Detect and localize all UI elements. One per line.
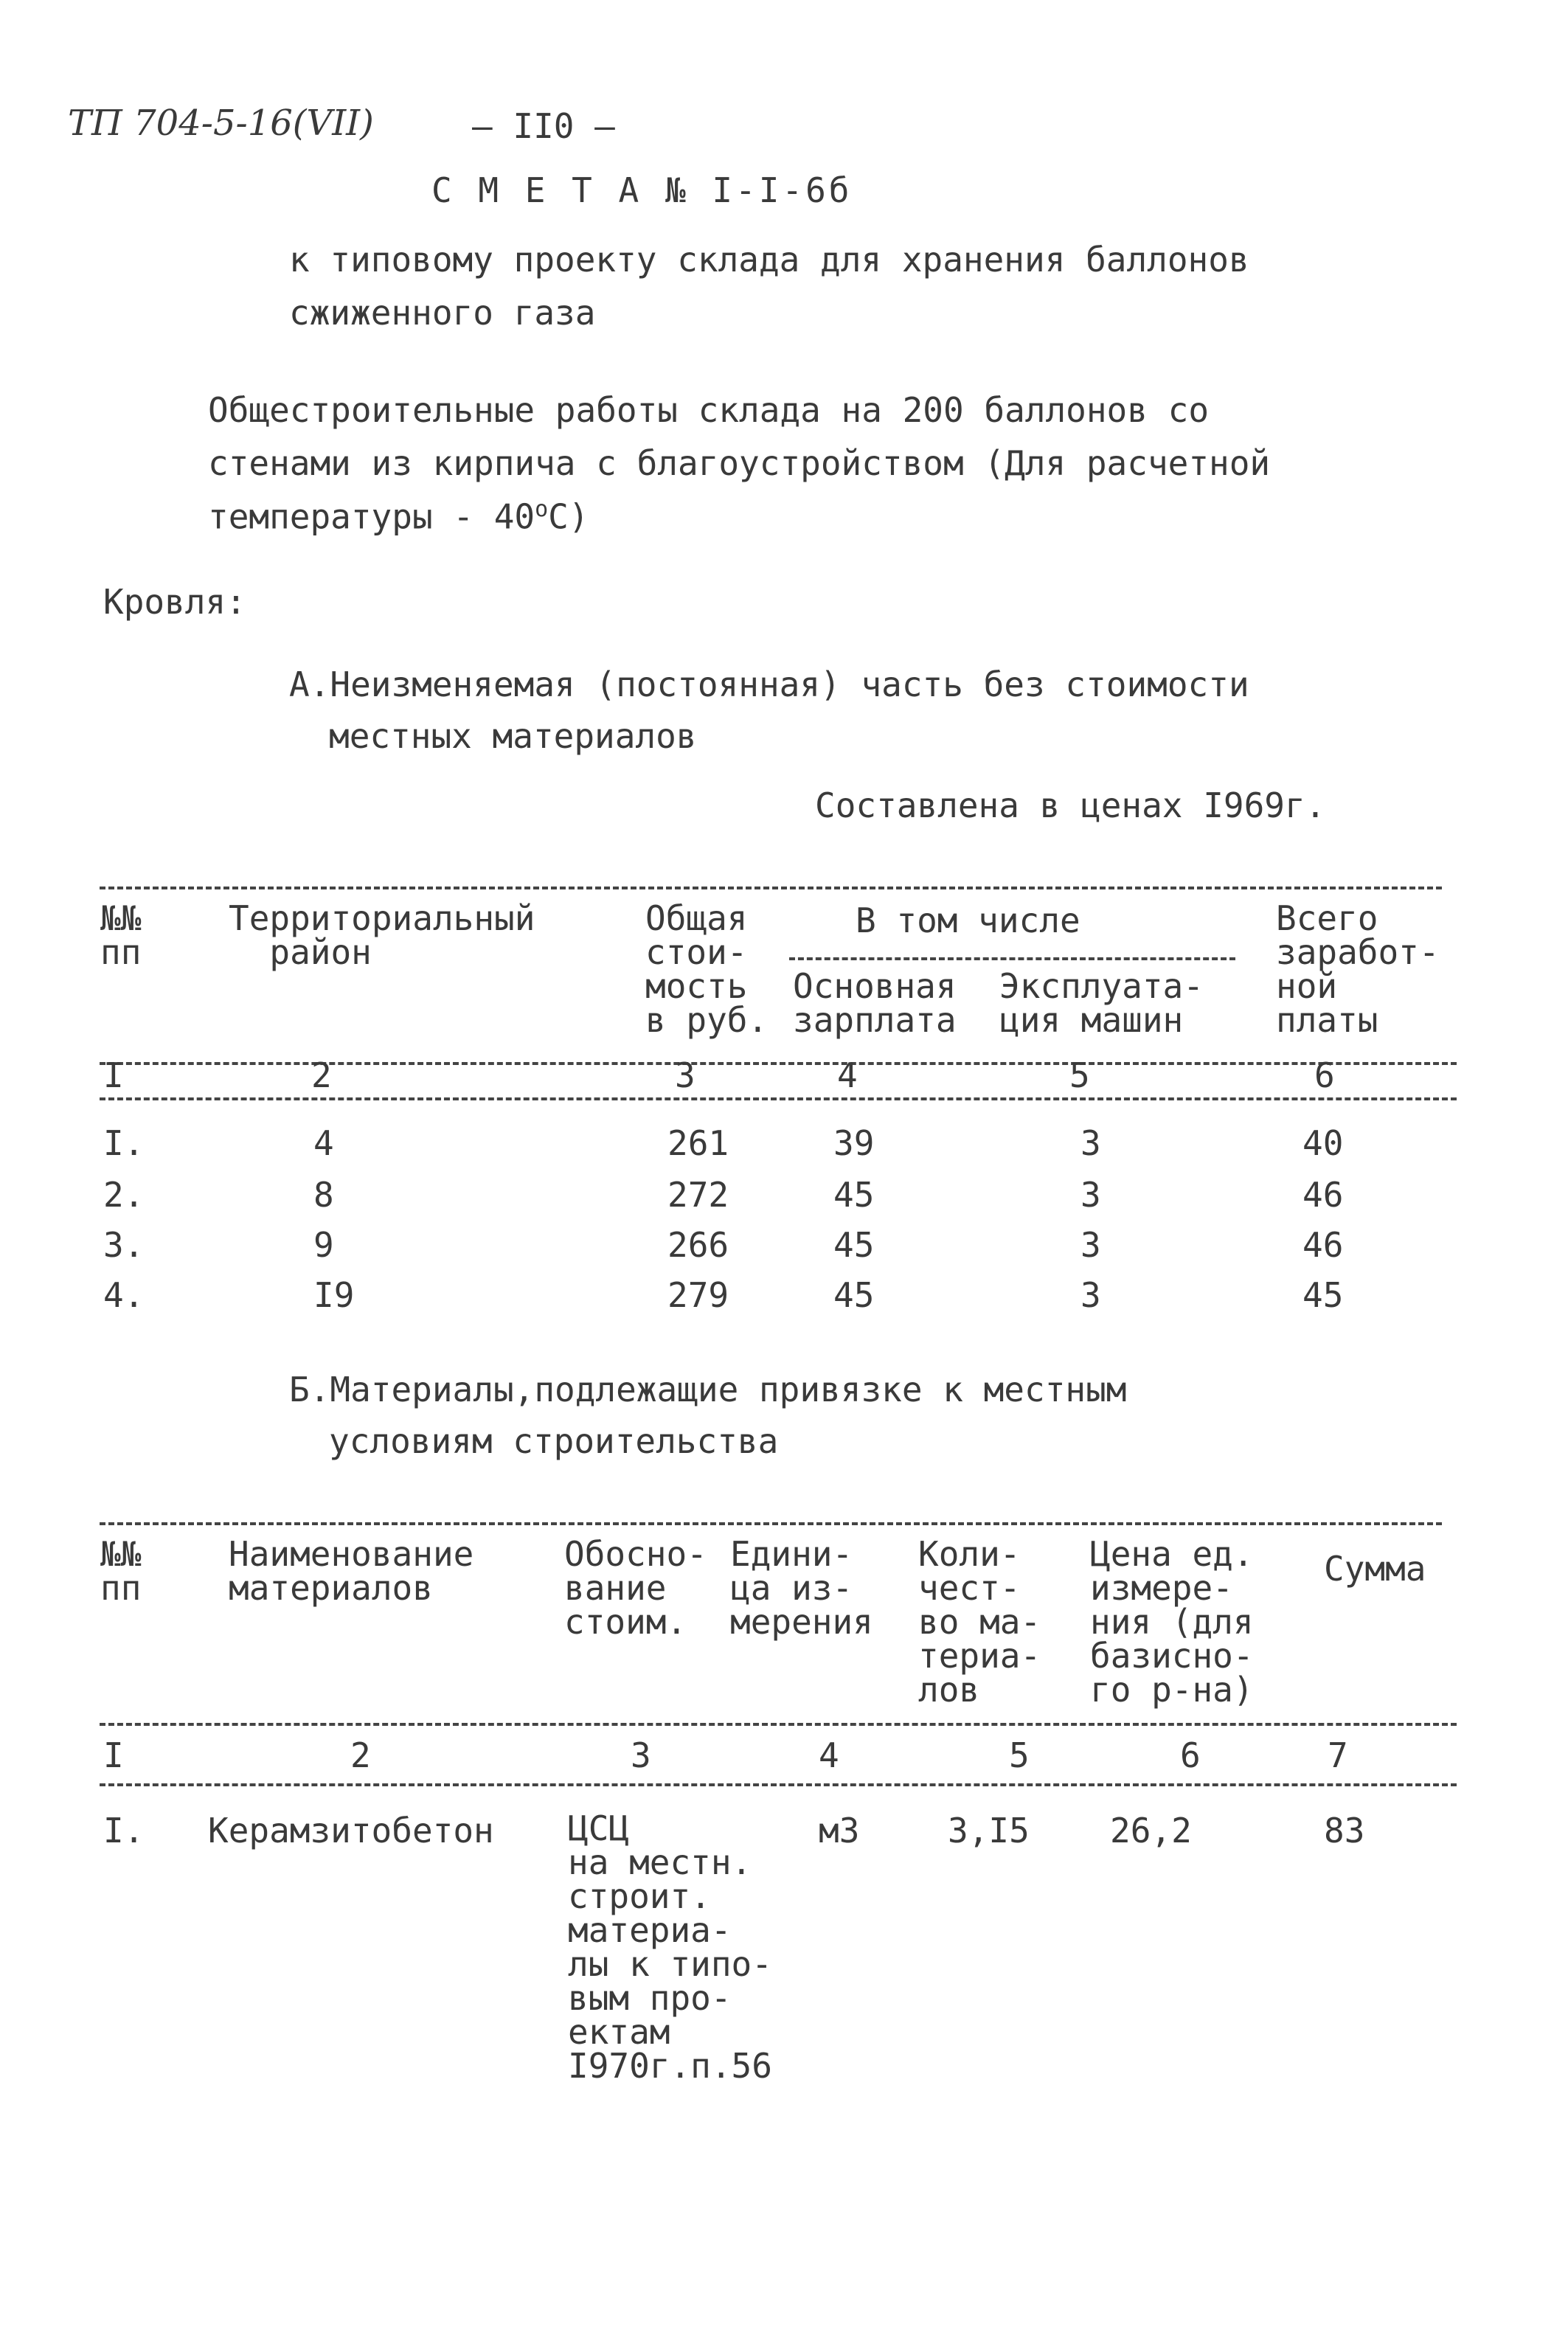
row-basis: ЦСЦ на местн. строит. материа- лы к типо- вым про- ектам I970г.п.56 bbox=[568, 1808, 772, 2086]
table-a-header-total: Общая стои- мость в руб. bbox=[645, 898, 769, 1040]
row-unit: м3 bbox=[819, 1811, 860, 1850]
table-b-colnum-rule-top bbox=[100, 1723, 1457, 1726]
row-number: 2. bbox=[103, 1175, 145, 1215]
table-a-header-wage: Основная зарплата bbox=[793, 966, 957, 1040]
table-b-colnum: 4 bbox=[819, 1735, 839, 1775]
table-b-header-name: Наименование материалов bbox=[229, 1534, 474, 1608]
table-b-header-unit: Едини- ца из- мерения bbox=[730, 1534, 873, 1642]
table-b-colnum: 2 bbox=[350, 1735, 371, 1775]
row-total-wage: 46 bbox=[1302, 1175, 1344, 1215]
row-machines: 3 bbox=[1080, 1123, 1101, 1163]
row-number: 3. bbox=[103, 1225, 145, 1265]
intro-line-2: стенами из кирпича с благоустройством (Для расчетной bbox=[208, 443, 1271, 483]
prices-note: Составлена в ценах I969г. bbox=[815, 785, 1326, 825]
row-wage: 45 bbox=[833, 1225, 875, 1265]
table-b-header-qty: Коли- чест- во ма- териа- лов bbox=[918, 1534, 1041, 1710]
row-total-wage: 46 bbox=[1302, 1225, 1344, 1265]
row-region: 9 bbox=[313, 1225, 334, 1265]
table-a-incl-rule bbox=[789, 957, 1235, 960]
table-b-colnum: 7 bbox=[1328, 1735, 1348, 1775]
row-number: I. bbox=[103, 1123, 145, 1163]
handwritten-project-code: ТП 704-5-16(VII) bbox=[68, 103, 374, 144]
row-wage: 45 bbox=[833, 1275, 875, 1315]
row-total: 261 bbox=[667, 1123, 729, 1163]
row-total-wage: 40 bbox=[1302, 1123, 1344, 1163]
table-a-header-num: №№ пп bbox=[100, 898, 142, 972]
table-b-colnum-rule-bottom bbox=[100, 1783, 1457, 1786]
table-b-header-sum: Сумма bbox=[1324, 1549, 1426, 1589]
part-b-heading-line-1: Б.Материалы,подлежащие привязке к местным bbox=[289, 1370, 1127, 1409]
row-sum: 83 bbox=[1324, 1811, 1365, 1850]
table-a-colnum: 5 bbox=[1069, 1055, 1090, 1095]
table-b-top-rule bbox=[100, 1522, 1442, 1525]
table-a-colnum: I bbox=[103, 1055, 124, 1095]
intro-line-1: Общестроительные работы склада на 200 баллонов со bbox=[208, 390, 1210, 430]
row-wage: 45 bbox=[833, 1175, 875, 1215]
table-b-colnum: 5 bbox=[1009, 1735, 1030, 1775]
row-quantity: 3,I5 bbox=[948, 1811, 1030, 1850]
row-unit-price: 26,2 bbox=[1110, 1811, 1192, 1850]
row-region: 8 bbox=[313, 1175, 334, 1215]
table-a-colnum-rule-bottom bbox=[100, 1097, 1457, 1100]
row-region: 4 bbox=[313, 1123, 334, 1163]
table-a-header-total-wage: Всего заработ- ной платы bbox=[1276, 898, 1440, 1040]
table-a-header-region: Территориальный район bbox=[229, 898, 535, 972]
row-total: 272 bbox=[667, 1175, 729, 1215]
table-b-header-price: Цена ед. измере- ния (для базисно- го р-на) bbox=[1090, 1534, 1254, 1710]
table-a-top-rule bbox=[100, 887, 1442, 889]
table-a-colnum: 2 bbox=[311, 1055, 332, 1095]
table-a-colnum: 6 bbox=[1314, 1055, 1335, 1095]
row-machines: 3 bbox=[1080, 1275, 1101, 1315]
table-b-colnum: I bbox=[103, 1735, 124, 1775]
row-number: I. bbox=[103, 1811, 145, 1850]
row-number: 4. bbox=[103, 1275, 145, 1315]
row-material-name: Керамзитобетон bbox=[208, 1811, 494, 1850]
row-total: 266 bbox=[667, 1225, 729, 1265]
section-label-roof: Кровля: bbox=[103, 582, 246, 622]
row-total-wage: 45 bbox=[1302, 1275, 1344, 1315]
table-b-colnum: 3 bbox=[631, 1735, 651, 1775]
table-b-header-num: №№ пп bbox=[100, 1534, 142, 1608]
row-total: 279 bbox=[667, 1275, 729, 1315]
table-a-header-incl: В том числе bbox=[856, 901, 1080, 940]
part-a-heading-line-1: А.Неизменяемая (постоянная) часть без стоимости bbox=[289, 665, 1249, 704]
part-a-heading-line-2: местных материалов bbox=[329, 716, 697, 756]
row-region: I9 bbox=[313, 1275, 355, 1315]
table-a-colnum-rule-top bbox=[100, 1062, 1457, 1065]
part-b-heading-line-2: условиям строительства bbox=[329, 1421, 779, 1461]
table-b-colnum: 6 bbox=[1180, 1735, 1201, 1775]
intro-line-3: температуры - $40^оС$) bbox=[208, 496, 589, 537]
row-machines: 3 bbox=[1080, 1225, 1101, 1265]
table-a-colnum: 3 bbox=[675, 1055, 695, 1095]
page-number: – II0 – bbox=[472, 106, 615, 146]
row-wage: 39 bbox=[833, 1123, 875, 1163]
subtitle-line-2: сжиженного газа bbox=[289, 293, 596, 333]
subtitle-line-1: к типовому проекту склада для хранения баллонов bbox=[289, 240, 1249, 280]
page-title: С М Е Т А № I-I-6б bbox=[431, 170, 853, 210]
table-a-colnum: 4 bbox=[837, 1055, 858, 1095]
table-b-header-basis: Обосно- вание стоим. bbox=[564, 1534, 707, 1642]
table-a-header-machines: Эксплуата- ция машин bbox=[999, 966, 1204, 1040]
row-machines: 3 bbox=[1080, 1175, 1101, 1215]
